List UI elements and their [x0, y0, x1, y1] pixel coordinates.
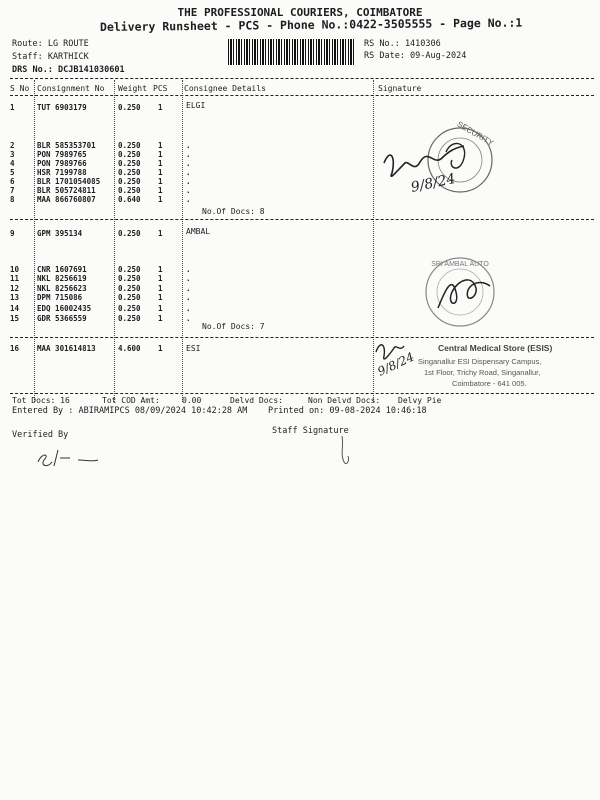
- column-rule: [34, 80, 35, 402]
- row-pcs: 1: [158, 229, 163, 238]
- non-delvd-docs: Non Delvd Docs:: [308, 396, 381, 405]
- tot-cod-value: 0.00: [182, 396, 202, 405]
- row-pcs: 1: [158, 141, 163, 150]
- barcode: [228, 39, 356, 65]
- staff-signature: Staff Signature: [272, 426, 349, 436]
- row-consignment: DPM 715086: [37, 293, 83, 302]
- row-weight: 0.250: [118, 186, 141, 195]
- row-weight: 0.250: [118, 103, 141, 112]
- row-consignment: BLR 505724811: [37, 186, 96, 195]
- entered-by: Entered By : ABIRAMIPCS 08/09/2024 10:42:28 AM: [12, 406, 248, 416]
- rs-date: RS Date: 09-Aug-2024: [364, 51, 467, 61]
- row-detail: .: [186, 141, 191, 150]
- row-detail: .: [186, 177, 191, 186]
- consignee-name: ESI: [186, 344, 201, 353]
- row-pcs: 1: [158, 168, 163, 177]
- consignee-name: AMBAL: [186, 227, 211, 236]
- row-pcs: 1: [158, 284, 163, 293]
- row-pcs: 1: [158, 195, 163, 204]
- row-sno: 4: [10, 159, 15, 168]
- col-sno: S No: [10, 84, 30, 93]
- row-detail: .: [186, 195, 191, 204]
- tot-docs: Tot Docs: 16: [12, 396, 70, 405]
- col-consignment: Consignment No: [37, 84, 105, 93]
- row-weight: 4.600: [118, 344, 141, 353]
- row-pcs: 1: [158, 293, 163, 302]
- row-pcs: 1: [158, 186, 163, 195]
- row-weight: 0.250: [118, 229, 141, 238]
- no-of-docs: No.Of Docs: 7: [202, 322, 265, 331]
- col-consignee: Consignee Details: [184, 84, 266, 93]
- row-consignment: MAA 301614813: [37, 344, 96, 353]
- signature-elgi: [376, 118, 516, 213]
- delvy-pie: Delvy Pie: [398, 396, 442, 405]
- row-weight: 0.250: [118, 265, 141, 274]
- row-sno: 7: [10, 186, 15, 195]
- row-sno: 8: [10, 195, 15, 204]
- signature-ambal: [416, 252, 506, 334]
- row-sno: 1: [10, 103, 15, 112]
- table-row: [0, 284, 600, 293]
- ambal-stamp-text: SRI AMBAL AUTO: [431, 261, 489, 268]
- drs-number: DRS No.: DCJB141030601: [12, 65, 125, 75]
- esi-stamp-title: Central Medical Store (ESIS): [438, 343, 553, 353]
- row-consignment: BLR 1701054085: [37, 177, 101, 186]
- row-weight: 0.250: [118, 150, 141, 159]
- company-title: THE PROFESSIONAL COURIERS, COIMBATORE: [177, 6, 423, 19]
- table-row: [0, 229, 600, 238]
- row-pcs: 1: [158, 103, 163, 112]
- row-weight: 0.250: [118, 293, 141, 302]
- row-weight: 0.250: [118, 177, 141, 186]
- row-sno: 12: [10, 284, 20, 293]
- route-label: Route: LG ROUTE: [12, 39, 89, 49]
- row-pcs: 1: [158, 177, 163, 186]
- row-weight: 0.250: [118, 274, 141, 283]
- row-consignment: TUT 6903179: [37, 103, 87, 112]
- staff-signature-mark: [334, 432, 358, 468]
- handwritten-date: 9/8/24: [375, 349, 417, 379]
- row-pcs: 1: [158, 274, 163, 283]
- row-detail: .: [186, 293, 191, 302]
- delvd-docs: Delvd Docs:: [230, 396, 283, 405]
- divider: [10, 337, 594, 338]
- row-weight: 0.250: [118, 168, 141, 177]
- table-row: [0, 293, 600, 302]
- row-weight: 0.250: [118, 284, 141, 293]
- row-pcs: 1: [158, 159, 163, 168]
- col-pcs: PCS: [153, 84, 168, 93]
- consignee-name: ELGI: [186, 101, 206, 110]
- row-sno: 3: [10, 150, 15, 159]
- row-consignment: NKL 8256619: [37, 274, 87, 283]
- row-detail: .: [186, 314, 191, 323]
- row-sno: 14: [10, 304, 20, 313]
- table-row: [0, 314, 600, 323]
- row-weight: 0.640: [118, 195, 141, 204]
- row-weight: 0.250: [118, 314, 141, 323]
- divider: [10, 78, 594, 79]
- row-consignment: GPM 395134: [37, 229, 83, 238]
- row-consignment: MAA 866760807: [37, 195, 96, 204]
- row-sno: 9: [10, 229, 15, 238]
- staff-label: Staff: KARTHICK: [12, 52, 89, 62]
- divider: [10, 95, 594, 96]
- table-row: [0, 265, 600, 274]
- column-rule: [114, 80, 115, 402]
- row-sno: 5: [10, 168, 15, 177]
- tot-cod-label: Tot COD Amt:: [102, 396, 160, 405]
- divider: [10, 393, 594, 394]
- row-detail: .: [186, 186, 191, 195]
- row-consignment: HSR 7199788: [37, 168, 87, 177]
- row-consignment: EDQ 16002435: [37, 304, 92, 313]
- row-consignment: PON 7989765: [37, 150, 87, 159]
- security-stamp-text: SECURITY: [455, 119, 496, 148]
- esi-stamp-line: Singanallur ESI Dispensary Campus,: [418, 357, 542, 366]
- row-sno: 2: [10, 141, 15, 150]
- verified-by: Verified By: [12, 430, 69, 440]
- table-row: [0, 304, 600, 313]
- row-detail: .: [186, 284, 191, 293]
- row-weight: 0.250: [118, 304, 141, 313]
- row-consignment: PON 7989766: [37, 159, 87, 168]
- printed-on: Printed on: 09-08-2024 10:46:18: [268, 406, 427, 416]
- row-sno: 15: [10, 314, 20, 323]
- esi-stamp-line: 1st Floor, Trichy Road, Singanallur,: [424, 368, 541, 377]
- verified-signature: [34, 444, 104, 474]
- row-pcs: 1: [158, 150, 163, 159]
- row-detail: .: [186, 274, 191, 283]
- row-detail: .: [186, 159, 191, 168]
- table-row: [0, 274, 600, 283]
- row-sno: 6: [10, 177, 15, 186]
- row-consignment: GDR 5366559: [37, 314, 87, 323]
- row-detail: .: [186, 265, 191, 274]
- handwritten-date: 9/8/24: [409, 170, 457, 196]
- runsheet-title: Delivery Runsheet - PCS - Phone No.:0422-3505555 - Page No.:1: [99, 15, 523, 34]
- row-detail: .: [186, 168, 191, 177]
- esi-stamp-line: Coimbatore - 641 005.: [452, 379, 527, 388]
- row-sno: 13: [10, 293, 20, 302]
- col-signature: Signature: [378, 84, 422, 93]
- row-sno: 11: [10, 274, 20, 283]
- row-weight: 0.250: [118, 141, 141, 150]
- row-pcs: 1: [158, 314, 163, 323]
- row-weight: 0.250: [118, 159, 141, 168]
- row-detail: .: [186, 150, 191, 159]
- row-pcs: 1: [158, 304, 163, 313]
- rs-number: RS No.: 1410306: [364, 39, 441, 49]
- row-sno: 16: [10, 344, 20, 353]
- row-pcs: 1: [158, 344, 163, 353]
- row-pcs: 1: [158, 265, 163, 274]
- col-weight: Weight: [118, 84, 147, 93]
- no-of-docs: No.Of Docs: 8: [202, 207, 265, 216]
- row-consignment: NKL 8256623: [37, 284, 87, 293]
- divider: [10, 219, 594, 220]
- row-detail: .: [186, 304, 191, 313]
- row-consignment: BLR 585353701: [37, 141, 96, 150]
- table-row: [0, 103, 600, 112]
- row-sno: 10: [10, 265, 20, 274]
- row-consignment: CNR 1607691: [37, 265, 87, 274]
- column-rule: [182, 80, 183, 402]
